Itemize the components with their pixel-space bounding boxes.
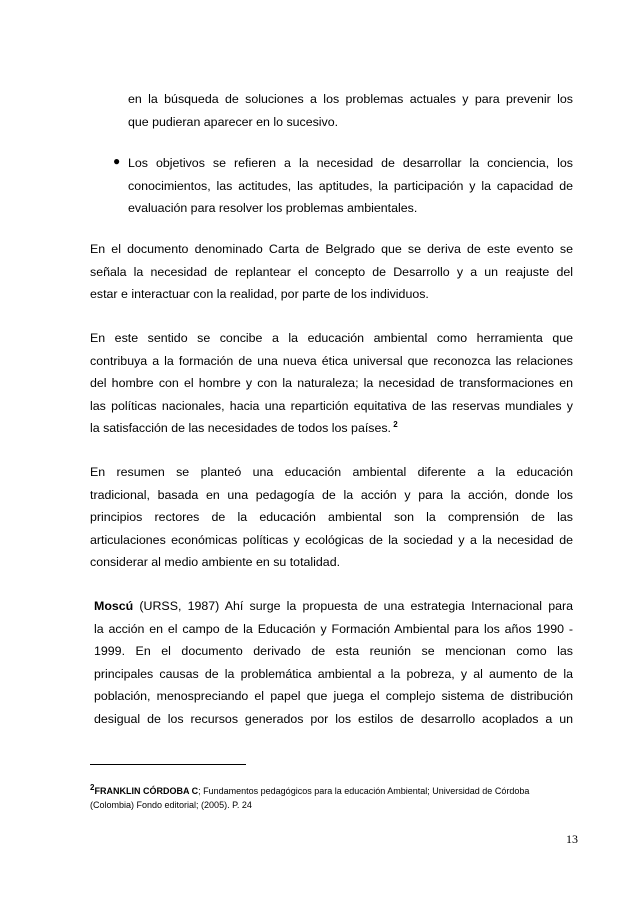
- text-line: que pudieran aparecer en lo sucesivo.: [128, 114, 339, 129]
- text-line: contribuya a la formación de una nueva ética universal que reconozca las relaciones: [90, 353, 573, 368]
- text-line: En resumen se planteó una educación ambiental diferente a la educación: [90, 465, 573, 479]
- footnote-divider: [90, 764, 246, 765]
- text-line: principios rectores de la educación ambiental son la comprensión de las: [90, 510, 573, 525]
- text-line: En este sentido se concibe a la educación ambiental como herramienta que: [90, 331, 573, 345]
- text-line: la acción en el campo de la Educación y Formación Ambiental para los años 1990 -: [94, 621, 573, 636]
- text-line: población, menospreciando el papel que juega el complejo sistema de distribución: [94, 689, 573, 704]
- text-line: evaluación para resolver los problemas ambientales.: [128, 201, 418, 216]
- footnote-reference: 2: [391, 420, 398, 430]
- text-line: [94, 595, 573, 618]
- footnote-number: 2: [90, 783, 95, 792]
- text-line: en la búsqueda de soluciones a los problemas actuales y para prevenir los: [128, 92, 573, 106]
- paragraph-moscu: [94, 595, 573, 731]
- location-heading: Moscú: [94, 599, 134, 613]
- text-line: En el documento denominado Carta de Belgrado que se deriva de este evento se: [90, 242, 573, 256]
- paragraph-resumen: [90, 461, 573, 574]
- bullet-continuation: [128, 88, 573, 133]
- footnote-text: ; Fundamentos pedagógicos para la educación Ambiental; Universidad de Córdoba (Colombia) Fondo editorial; (2005). P. 24: [90, 786, 530, 810]
- bullet-item-objetivos: [128, 152, 573, 220]
- text-line: Los objetivos se refieren a la necesidad de desarrollar la conciencia, los: [128, 156, 573, 170]
- text-line: la satisfacción de las necesidades de todos los países. $^2$: [90, 420, 398, 436]
- text-line: 1999. En el documento derivado de esta reunión se mencionan como las: [94, 644, 573, 659]
- text-line: estar e interactuar con la realidad, por parte de los individuos.: [90, 287, 429, 302]
- text-line: principales causas de la problemática ambiental a la pobreza, y al aumento de la: [94, 666, 573, 681]
- footnote: [90, 784, 570, 812]
- text-line: las políticas nacionales, hacia una repartición equitativa de las reservas mundiales y: [90, 398, 573, 413]
- bullet-icon: ●: [113, 154, 121, 168]
- text-line: del hombre con el hombre y con la naturaleza; la necesidad de transformaciones en: [90, 376, 573, 391]
- text-segment: (URSS, 1987) Ahí surge la propuesta de una estrategia Internacional para: [133, 599, 573, 613]
- text-line: desigual de los recursos generados por los estilos de desarrollo acoplados a un: [94, 711, 573, 726]
- paragraph-carta-belgrado: [90, 238, 573, 306]
- text-line: articulaciones económicas políticas y ecológicas de la sociedad y a la necesidad de: [90, 532, 573, 547]
- footnote-author: FRANKLIN CÓRDOBA C: [94, 786, 199, 796]
- text-line: conocimientos, las actitudes, las aptitudes, la participación y la capacidad de: [128, 178, 573, 193]
- text-line: tradicional, basada en una pedagogía de la acción y para la acción, donde los: [90, 487, 573, 502]
- text-line: señala la necesidad de replantear el concepto de Desarrollo y a un reajuste del: [90, 264, 573, 279]
- paragraph-educacion-herramienta: [90, 327, 573, 440]
- text-line: considerar al medio ambiente en su totalidad.: [90, 555, 341, 570]
- page-number: 13: [566, 832, 578, 846]
